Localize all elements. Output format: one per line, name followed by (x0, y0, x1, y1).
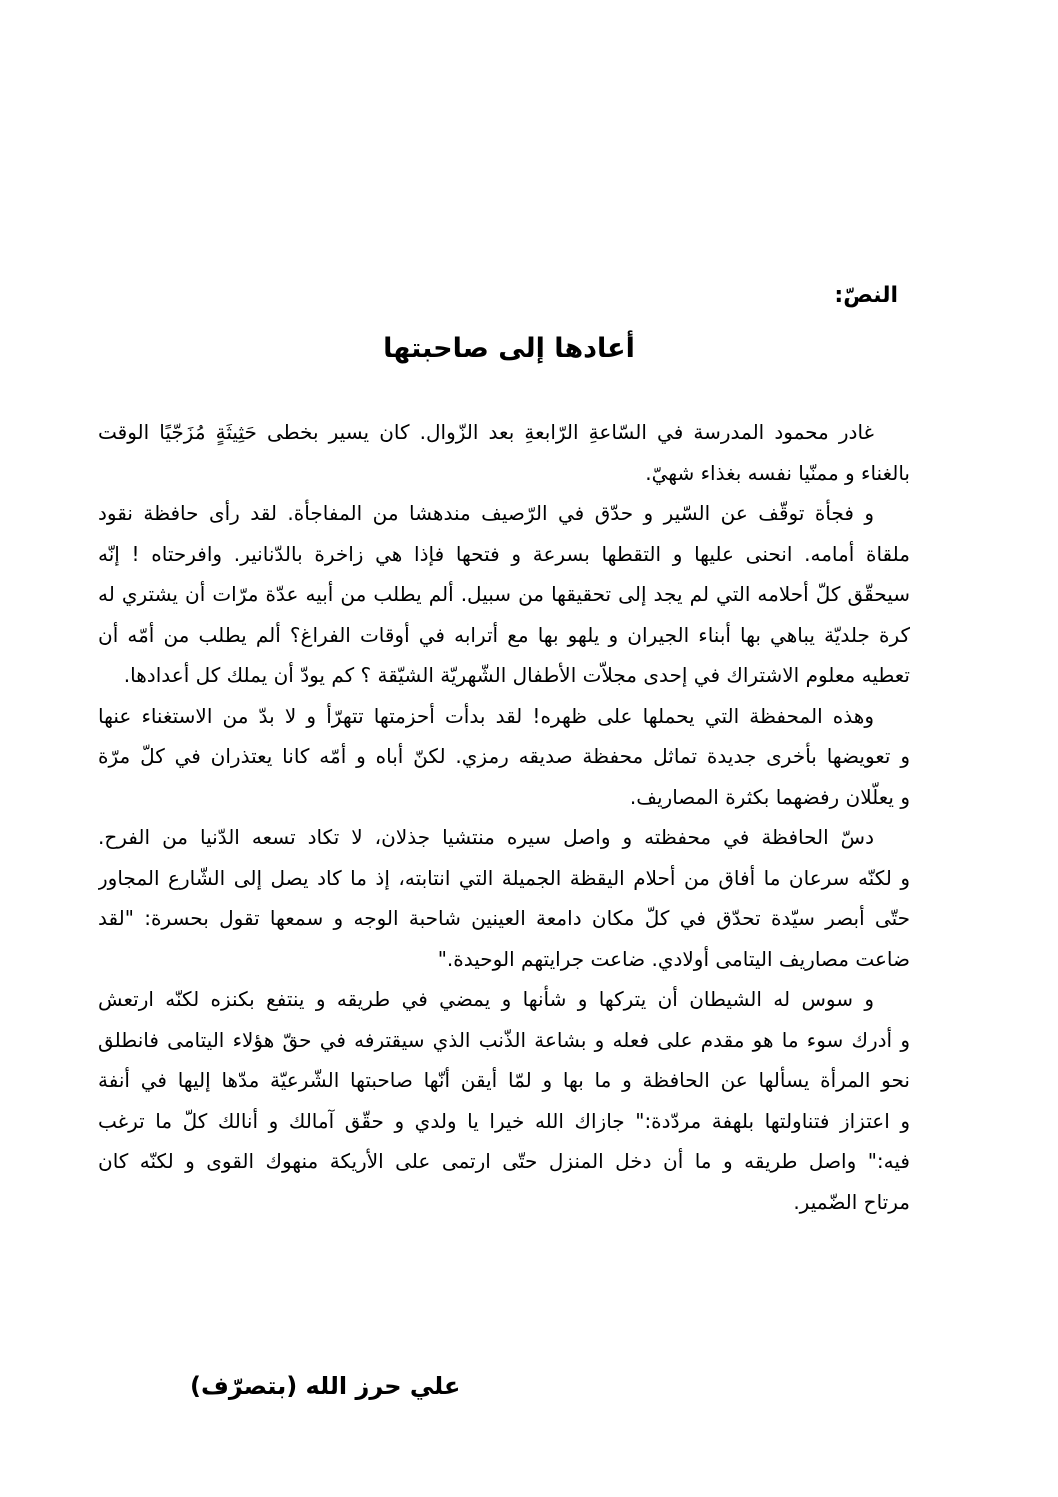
text-line: و فجأة توقّف عن السّير و حدّق في الرّصيف مندهشا من المفاجأة. لقد رأى حافظة نقود (98, 501, 874, 525)
text-line: و تعويضها بأخرى جديدة تماثل محفظة صديقه رمزي. لكنّ أباه و أمّه كانا يعتذران في كلّ مرّة (98, 744, 910, 768)
text-line: تعطيه معلوم الاشتراك في إحدى مجلاّت الأطفال الشّهريّة الشيّقة ؟ كم يودّ أن يملك كل أعدادها. (123, 663, 910, 687)
text-line: ضاعت مصاريف اليتامى أولادي. ضاعت جرايتهم الوحيدة." (437, 946, 910, 971)
story-title: أعادها إلى صاحبتها (383, 333, 635, 364)
story-body (98, 412, 910, 1222)
text-line: غادر محمود المدرسة في السّاعةِ الرّابعةِ بعد الزّوال. كان يسير بخطى حَثِيثَةٍ مُزَجّيًا الوقت (98, 420, 874, 444)
paragraph-5 (98, 979, 910, 1222)
text-line: فيه:" واصل طريقه و ما أن دخل المنزل حتّى ارتمى على الأريكة منهوك القوى و لكنّه كان (98, 1149, 910, 1173)
text-line: و يعلّلان رفضهما بكثرة المصاريف. (629, 784, 910, 809)
paragraph-3 (98, 696, 910, 818)
text-line: و أدرك سوء ما هو مقدم على فعله و بشاعة الذّنب الذي سيقترفه في حقّ هؤلاء اليتامى فانطلق (98, 1027, 910, 1052)
text-line: نحو المرأة يسألها عن الحافظة و ما بها و لمّا أيقن أنّها صاحبتها الشّرعيّة مدّها إليها في أنفة (98, 1068, 910, 1092)
text-line: بالغناء و ممنّيا نفسه بغذاء شهيّ. (645, 460, 910, 485)
text-line: وهذه المحفظة التي يحملها على ظهره! لقد بدأت أحزمتها تتهرّأ و لا بدّ من الاستغناء عنها (98, 703, 874, 728)
text-line: دسّ الحافظة في محفظته و واصل سيره منتشيا جذلان، لا تكاد تسعه الدّنيا من الفرح. (98, 825, 874, 849)
text-line: حتّى أبصر سيّدة تحدّق في كلّ مكان دامعة العينين شاحبة الوجه و سمعها تقول بحسرة: "لقد (98, 906, 910, 930)
text-line: و لكنّه سرعان ما أفاق من أحلام اليقظة الجميلة التي انتابته، إذ ما كاد يصل إلى الشّارع المجاور (98, 865, 910, 890)
text-line: ملقاة أمامه. انحنى عليها و التقطها بسرعة و فتحها فإذا هي زاخرة بالدّنانير. وافرحتاه ! إنّه (98, 541, 910, 566)
author-attribution: علي حرز الله (بتصرّف) (190, 1372, 461, 1400)
section-label: النصّ: (834, 283, 898, 308)
text-line: سيحقّق كلّ أحلامه التي لم يجد إلى تحقيقها من سبيل. ألم يطلب من أبيه عدّة مرّات أن يشتري له (98, 582, 910, 606)
text-line: كرة جلديّة يباهي بها أبناء الجيران و يلهو بها مع أترابه في أوقات الفراغ؟ ألم يطلب من أمّه أن (98, 622, 910, 647)
text-line: مرتاح الضّمير. (793, 1189, 910, 1214)
text-line: و اعتزاز فتناولتها بلهفة مردّدة:" جازاك الله خيرا يا ولدي و حقّق آمالك و أنالك كلّ ما ترغب (98, 1108, 910, 1133)
paragraph-1 (98, 412, 910, 493)
text-line: و سوس له الشيطان أن يتركها و شأنها و يمضي في طريقه و ينتفع بكنزه لكنّه ارتعش (98, 987, 874, 1011)
paragraph-4 (98, 817, 910, 979)
paragraph-2 (98, 493, 910, 696)
